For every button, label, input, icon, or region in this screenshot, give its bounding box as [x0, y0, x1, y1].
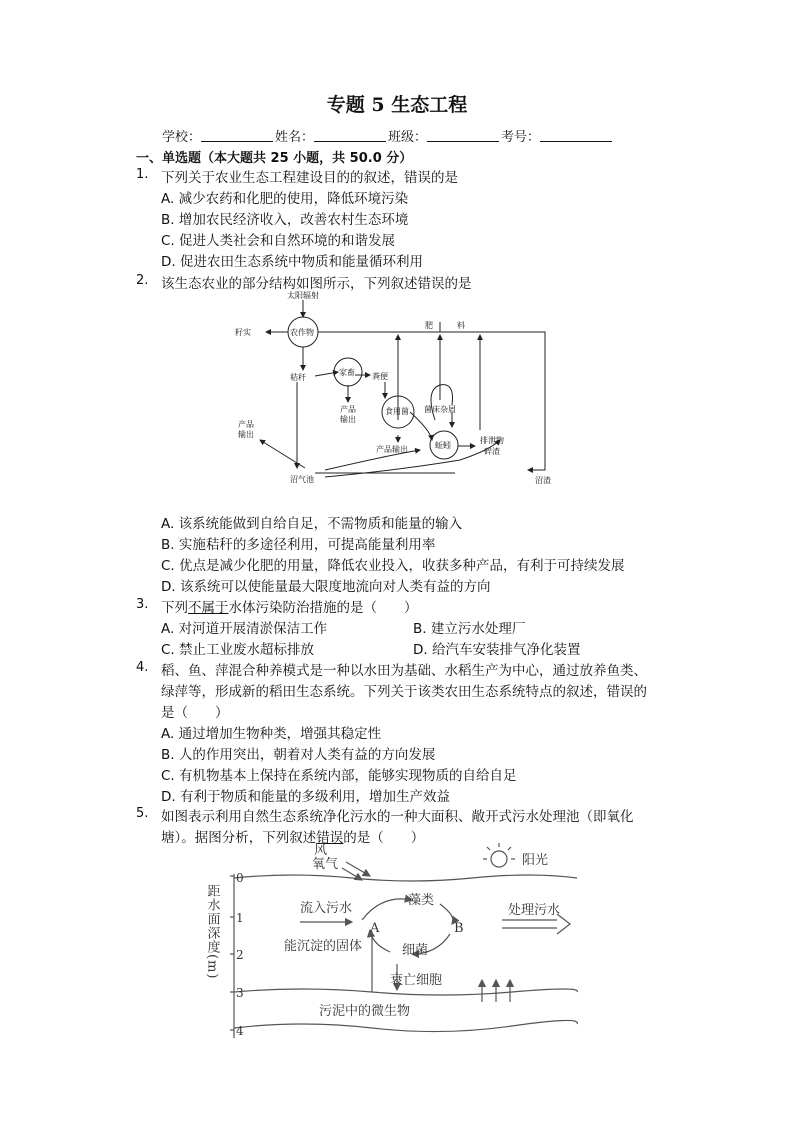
label-excreta-1: 排泄物 — [480, 436, 504, 445]
label-product-a-2: 输出 — [340, 415, 356, 424]
option-a[interactable]: A. 对河道开展清淤保洁工作 — [161, 621, 328, 637]
label-a: A — [370, 921, 380, 936]
tick-0: 0 — [236, 871, 244, 885]
label-mushroom: 食用菌 — [385, 407, 409, 416]
option-c[interactable]: C. 促进人类社会和自然环境的和谐发展 — [161, 233, 396, 249]
question-stem-line-1: 稻、鱼、萍混合种养模式是一种以水田为基础、水稻生产为中心，通过放养鱼类、 — [161, 663, 647, 679]
option-d[interactable]: D. 有利于物质和能量的多级利用，增加生产效益 — [161, 789, 450, 805]
option-d[interactable]: D. 促进农田生态系统中物质和能量循环利用 — [161, 254, 423, 270]
option-c[interactable]: C. 优点是减少化肥的用量，降低农业投入，收获多种产品，有利于可持续发展 — [161, 558, 625, 574]
exam-no-label: 考号： — [501, 130, 541, 145]
question-stem: 下列不属于水体污染防治措施的是（ ） — [161, 600, 418, 616]
label-oxygen: 氧气 — [312, 857, 339, 872]
question-stem-line-2: 塘）。据图分析，下列叙述错误的是（ ） — [161, 830, 425, 846]
question-stem: 下列关于农业生态工程建设目的的叙述，错误的是 — [161, 170, 458, 186]
student-info-line — [162, 126, 614, 145]
label-sludge: 污泥中的微生物 — [319, 1004, 411, 1019]
question-stem: 该生态农业的部分结构如图所示，下列叙述错误的是 — [161, 276, 472, 292]
question-stem-line-2: 绿萍等，形成新的稻田生态系统。下列关于该类农田生态系统特点的叙述，错误的 — [161, 684, 647, 700]
label-fertilizer-a: 肥 — [425, 321, 433, 330]
oxidation-pond-diagram — [204, 842, 582, 1042]
option-d[interactable]: D. 给汽车安装排气净化装置 — [413, 642, 581, 658]
question-stem-line-1: 如图表示利用自然生态系统净化污水的一种大面积、敞开式污水处理池（即氧化 — [161, 809, 634, 825]
label-sun: 太阳辐射 — [287, 291, 319, 300]
label-inflow: 流入污水 — [300, 901, 353, 916]
label-seeds: 籽实 — [235, 328, 251, 337]
tick-2: 2 — [236, 948, 244, 962]
tick-3: 3 — [236, 986, 244, 1000]
option-b[interactable]: B. 实施秸秆的多途径利用，可提高能量利用率 — [161, 537, 436, 553]
option-a[interactable]: A. 减少农药和化肥的使用，降低环境污染 — [161, 191, 409, 207]
label-manure: 粪便 — [372, 372, 388, 381]
question-stem-line-3: 是（ ） — [161, 705, 229, 721]
label-product-a-1: 产品 — [340, 405, 356, 414]
label-slurry: 沼渣 — [535, 476, 551, 485]
exam-no-field[interactable] — [540, 130, 612, 142]
question-number: 2. — [136, 273, 149, 288]
section-heading: 一、单选题（本大题共 25 小题，共 50.0 分） — [136, 151, 413, 166]
label-bacteria: 细菌 — [402, 943, 429, 958]
tick-4: 4 — [236, 1024, 244, 1038]
option-d[interactable]: D. 该系统可以使能量最大限度地流向对人类有益的方向 — [161, 579, 491, 595]
tick-1: 1 — [236, 911, 244, 925]
label-b: B — [454, 921, 464, 936]
question-number: 5. — [136, 806, 149, 821]
option-c[interactable]: C. 有机物基本上保持在系统内部，能够实现物质的自给自足 — [161, 768, 517, 784]
label-wind: 风 — [314, 843, 328, 858]
option-b[interactable]: B. 人的作用突出，朝着对人类有益的方向发展 — [161, 747, 436, 763]
y-axis-label: 距水面深度(m) — [204, 884, 220, 980]
label-earthworm: 蚯蚓 — [435, 441, 451, 450]
label-crop: 农作物 — [290, 328, 314, 337]
label-livestock: 家畜 — [339, 368, 355, 377]
label-excreta-2: 碎渣 — [484, 447, 500, 456]
question-number: 1. — [136, 167, 149, 182]
question-number: 3. — [136, 597, 149, 612]
label-sunlight: 阳光 — [522, 853, 549, 868]
school-label: 学校： — [162, 130, 202, 145]
option-a[interactable]: A. 通过增加生物种类，增强其稳定性 — [161, 726, 382, 742]
label-product-c-2: 输出 — [238, 430, 254, 439]
label-treated: 处理污水 — [508, 903, 561, 918]
label-fertilizer-b: 料 — [457, 321, 465, 330]
label-product-b: 产品输出 — [376, 445, 408, 454]
name-field[interactable] — [314, 130, 386, 142]
label-biogas: 沼气池 — [290, 475, 314, 484]
eco-agriculture-diagram — [230, 290, 570, 495]
class-label: 班级： — [388, 130, 428, 145]
option-a[interactable]: A. 该系统能做到自给自足，不需物质和能量的输入 — [161, 516, 463, 532]
school-field[interactable] — [201, 130, 273, 142]
label-settleable: 能沉淀的固体 — [284, 939, 363, 954]
option-c[interactable]: C. 禁止工业废水超标排放 — [161, 642, 315, 658]
label-product-c-1: 产品 — [238, 420, 254, 429]
class-field[interactable] — [427, 130, 499, 142]
label-residue: 菌床杂屑 — [424, 405, 456, 414]
question-number: 4. — [136, 660, 149, 675]
label-straw: 秸秆 — [290, 373, 306, 382]
option-b[interactable]: B. 增加农民经济收入，改善农村生态环境 — [161, 212, 409, 228]
label-dead-cells: 衰亡细胞 — [390, 973, 443, 988]
page-title: 专题 5 生态工程 — [326, 94, 468, 116]
option-b[interactable]: B. 建立污水处理厂 — [413, 621, 526, 637]
label-algae: 藻类 — [408, 893, 435, 908]
name-label: 姓名： — [275, 130, 315, 145]
